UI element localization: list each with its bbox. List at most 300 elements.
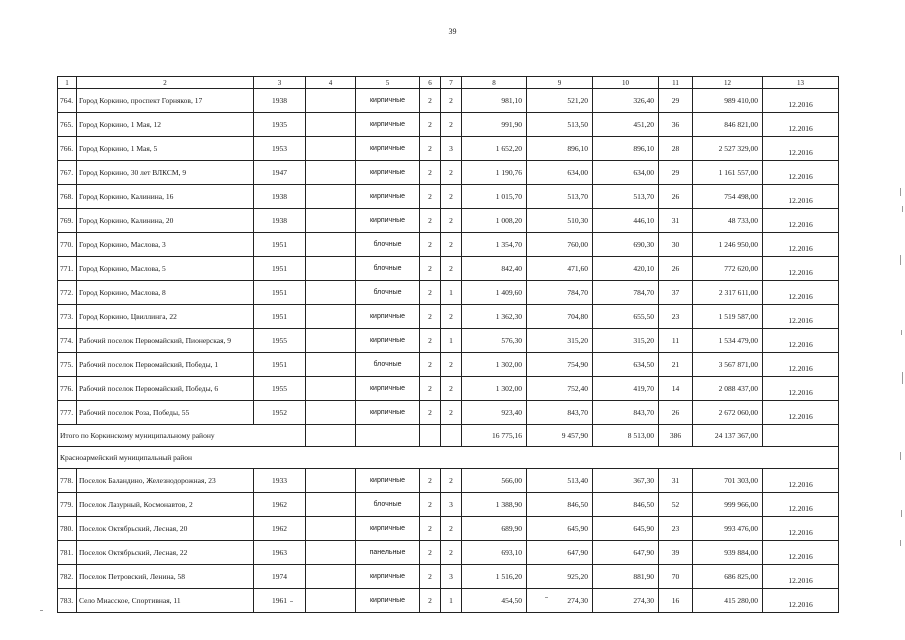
address-cell: Город Коркино, Маслова, 5 <box>77 257 254 281</box>
total-area-cell: 923,40 <box>462 401 527 425</box>
table-row <box>58 137 839 161</box>
table-row <box>58 493 839 517</box>
residents-cell: 70 <box>659 565 693 589</box>
private-area-cell: 647,90 <box>593 541 659 565</box>
total-area-cell: 1 008,20 <box>462 209 527 233</box>
year-built-cell: 1951 <box>254 233 306 257</box>
year-reconstruction-cell <box>306 517 356 541</box>
residents-cell: 26 <box>659 185 693 209</box>
living-area-cell: 647,90 <box>527 541 593 565</box>
floors-cell: 2 <box>420 137 441 161</box>
floors-cell: 2 <box>420 517 441 541</box>
address-cell: Город Коркино, Цвиллинга, 22 <box>77 305 254 329</box>
floors-cell: 2 <box>420 185 441 209</box>
scan-speck <box>900 188 901 196</box>
row-number-cell: 773. <box>58 305 77 329</box>
year-built-cell: 1933 <box>254 469 306 493</box>
floors-cell: 2 <box>420 469 441 493</box>
scan-speck <box>902 206 903 212</box>
private-area-cell: 846,50 <box>593 493 659 517</box>
deadline-cell: 12.2016 <box>763 589 839 613</box>
year-reconstruction-cell <box>306 89 356 113</box>
year-reconstruction-cell <box>306 541 356 565</box>
cost-cell: 1 534 479,00 <box>693 329 763 353</box>
column-number-cell: 10 <box>593 77 659 89</box>
floors-cell: 2 <box>420 233 441 257</box>
total-area-cell: 1 302,00 <box>462 377 527 401</box>
total-area-cell: 1 652,20 <box>462 137 527 161</box>
private-area-cell: 451,20 <box>593 113 659 137</box>
row-number-cell: 770. <box>58 233 77 257</box>
section-heading-cell: Красноармейский муниципальный район <box>58 447 839 469</box>
cost-sum-cell: 24 137 367,00 <box>693 425 763 447</box>
empty-cell <box>441 425 462 447</box>
address-cell: Город Коркино, Калинина, 16 <box>77 185 254 209</box>
row-number-cell: 775. <box>58 353 77 377</box>
deadline-cell: 12.2016 <box>763 209 839 233</box>
total-area-cell: 842,40 <box>462 257 527 281</box>
scan-speck <box>545 597 548 598</box>
floors-cell: 2 <box>420 89 441 113</box>
floors-cell: 2 <box>420 493 441 517</box>
wall-material-cell: блочные <box>356 257 420 281</box>
living-area-cell: 896,10 <box>527 137 593 161</box>
address-cell: Поселок Петровский, Ленина, 58 <box>77 565 254 589</box>
year-built-cell: 1951 <box>254 281 306 305</box>
row-number-cell: 768. <box>58 185 77 209</box>
total-area-cell: 566,00 <box>462 469 527 493</box>
column-number-row <box>58 77 839 89</box>
deadline-cell: 12.2016 <box>763 377 839 401</box>
column-number-cell: 2 <box>77 77 254 89</box>
address-cell: Город Коркино, 1 Мая, 12 <box>77 113 254 137</box>
year-built-cell: 1938 <box>254 89 306 113</box>
address-cell: Город Коркино, 30 лет ВЛКСМ, 9 <box>77 161 254 185</box>
row-number-cell: 776. <box>58 377 77 401</box>
row-number-cell: 769. <box>58 209 77 233</box>
year-reconstruction-cell <box>306 161 356 185</box>
wall-material-cell: кирпичные <box>356 469 420 493</box>
entrances-cell: 2 <box>441 401 462 425</box>
empty-cell <box>763 425 839 447</box>
year-built-cell: 1961 <box>254 589 306 613</box>
living-area-cell: 471,60 <box>527 257 593 281</box>
deadline-cell: 12.2016 <box>763 281 839 305</box>
total-area-cell: 981,10 <box>462 89 527 113</box>
address-cell: Рабочий поселок Первомайский, Пионерская, 9 <box>77 329 254 353</box>
private-area-cell: 645,90 <box>593 517 659 541</box>
private-area-sum-cell: 8 513,00 <box>593 425 659 447</box>
entrances-cell: 1 <box>441 329 462 353</box>
table-row <box>58 161 839 185</box>
total-area-cell: 1 388,90 <box>462 493 527 517</box>
living-area-cell: 513,70 <box>527 185 593 209</box>
living-area-cell: 645,90 <box>527 517 593 541</box>
entrances-cell: 2 <box>441 161 462 185</box>
address-cell: Село Миасское, Спортивная, 11 <box>77 589 254 613</box>
floors-cell: 2 <box>420 589 441 613</box>
floors-cell: 2 <box>420 113 441 137</box>
row-number-cell: 765. <box>58 113 77 137</box>
private-area-cell: 419,70 <box>593 377 659 401</box>
year-built-cell: 1962 <box>254 517 306 541</box>
empty-cell <box>356 425 420 447</box>
address-cell: Город Коркино, проспект Горняков, 17 <box>77 89 254 113</box>
row-number-cell: 764. <box>58 89 77 113</box>
address-cell: Рабочий поселок Первомайский, Победы, 6 <box>77 377 254 401</box>
private-area-cell: 634,50 <box>593 353 659 377</box>
year-reconstruction-cell <box>306 257 356 281</box>
living-area-cell: 752,40 <box>527 377 593 401</box>
residents-cell: 21 <box>659 353 693 377</box>
total-area-cell: 1 302,00 <box>462 353 527 377</box>
deadline-cell: 12.2016 <box>763 401 839 425</box>
wall-material-cell: блочные <box>356 353 420 377</box>
entrances-cell: 2 <box>441 377 462 401</box>
total-area-cell: 1 409,60 <box>462 281 527 305</box>
deadline-cell: 12.2016 <box>763 565 839 589</box>
residents-cell: 28 <box>659 137 693 161</box>
year-built-cell: 1963 <box>254 541 306 565</box>
total-label-cell: Итого по Коркинскому муниципальному району <box>58 425 306 447</box>
row-number-cell: 766. <box>58 137 77 161</box>
residents-cell: 14 <box>659 377 693 401</box>
scan-speck <box>290 601 293 602</box>
residents-cell: 31 <box>659 209 693 233</box>
table-row <box>58 209 839 233</box>
column-number-cell: 11 <box>659 77 693 89</box>
entrances-cell: 2 <box>441 233 462 257</box>
year-built-cell: 1951 <box>254 305 306 329</box>
total-area-cell: 1 190,76 <box>462 161 527 185</box>
wall-material-cell: кирпичные <box>356 161 420 185</box>
living-area-cell: 704,80 <box>527 305 593 329</box>
year-reconstruction-cell <box>306 185 356 209</box>
wall-material-cell: кирпичные <box>356 305 420 329</box>
deadline-cell: 12.2016 <box>763 257 839 281</box>
wall-material-cell: кирпичные <box>356 137 420 161</box>
cost-cell: 1 246 950,00 <box>693 233 763 257</box>
floors-cell: 2 <box>420 305 441 329</box>
row-number-cell: 778. <box>58 469 77 493</box>
row-number-cell: 780. <box>58 517 77 541</box>
wall-material-cell: блочные <box>356 493 420 517</box>
table-row <box>58 469 839 493</box>
table-row <box>58 185 839 209</box>
address-cell: Поселок Баландино, Железнодорожная, 23 <box>77 469 254 493</box>
deadline-cell: 12.2016 <box>763 469 839 493</box>
year-built-cell: 1951 <box>254 353 306 377</box>
wall-material-cell: кирпичные <box>356 377 420 401</box>
entrances-cell: 2 <box>441 541 462 565</box>
living-area-cell: 315,20 <box>527 329 593 353</box>
living-area-cell: 521,20 <box>527 89 593 113</box>
year-built-cell: 1955 <box>254 329 306 353</box>
total-area-cell: 1 354,70 <box>462 233 527 257</box>
address-cell: Поселок Октябрьский, Лесная, 22 <box>77 541 254 565</box>
living-area-cell: 925,20 <box>527 565 593 589</box>
living-area-cell: 760,00 <box>527 233 593 257</box>
deadline-cell: 12.2016 <box>763 185 839 209</box>
floors-cell: 2 <box>420 281 441 305</box>
cost-cell: 686 825,00 <box>693 565 763 589</box>
table-row <box>58 517 839 541</box>
housing-register-table <box>57 76 839 613</box>
private-area-cell: 896,10 <box>593 137 659 161</box>
address-cell: Поселок Лазурный, Космонавтов, 2 <box>77 493 254 517</box>
floors-cell: 2 <box>420 353 441 377</box>
entrances-cell: 3 <box>441 565 462 589</box>
entrances-cell: 2 <box>441 353 462 377</box>
table-row <box>58 377 839 401</box>
row-number-cell: 772. <box>58 281 77 305</box>
year-reconstruction-cell <box>306 329 356 353</box>
year-built-cell: 1938 <box>254 209 306 233</box>
table-row <box>58 281 839 305</box>
entrances-cell: 2 <box>441 185 462 209</box>
year-reconstruction-cell <box>306 353 356 377</box>
table-body <box>58 77 839 613</box>
private-area-cell: 446,10 <box>593 209 659 233</box>
deadline-cell: 12.2016 <box>763 493 839 517</box>
cost-cell: 48 733,00 <box>693 209 763 233</box>
residents-cell: 26 <box>659 257 693 281</box>
private-area-cell: 315,20 <box>593 329 659 353</box>
year-built-cell: 1947 <box>254 161 306 185</box>
table-row <box>58 257 839 281</box>
row-number-cell: 777. <box>58 401 77 425</box>
residents-cell: 37 <box>659 281 693 305</box>
address-cell: Рабочий поселок Первомайский, Победы, 1 <box>77 353 254 377</box>
entrances-cell: 2 <box>441 209 462 233</box>
column-number-cell: 1 <box>58 77 77 89</box>
wall-material-cell: блочные <box>356 281 420 305</box>
floors-cell: 2 <box>420 541 441 565</box>
residents-cell: 23 <box>659 305 693 329</box>
entrances-cell: 3 <box>441 137 462 161</box>
wall-material-cell: кирпичные <box>356 589 420 613</box>
cost-cell: 415 280,00 <box>693 589 763 613</box>
table-row <box>58 89 839 113</box>
private-area-cell: 634,00 <box>593 161 659 185</box>
year-built-cell: 1951 <box>254 257 306 281</box>
total-area-cell: 693,10 <box>462 541 527 565</box>
year-reconstruction-cell <box>306 281 356 305</box>
table-row <box>58 233 839 257</box>
year-reconstruction-cell <box>306 589 356 613</box>
table-row <box>58 329 839 353</box>
cost-cell: 701 303,00 <box>693 469 763 493</box>
total-area-cell: 454,50 <box>462 589 527 613</box>
living-area-cell: 513,50 <box>527 113 593 137</box>
column-number-cell: 4 <box>306 77 356 89</box>
living-area-sum-cell: 9 457,90 <box>527 425 593 447</box>
row-number-cell: 767. <box>58 161 77 185</box>
year-reconstruction-cell <box>306 305 356 329</box>
table-row <box>58 565 839 589</box>
total-area-cell: 576,30 <box>462 329 527 353</box>
wall-material-cell: кирпичные <box>356 401 420 425</box>
cost-cell: 2 672 060,00 <box>693 401 763 425</box>
address-cell: Город Коркино, Маслова, 3 <box>77 233 254 257</box>
residents-cell: 29 <box>659 89 693 113</box>
year-built-cell: 1938 <box>254 185 306 209</box>
column-number-cell: 12 <box>693 77 763 89</box>
wall-material-cell: панельные <box>356 541 420 565</box>
column-number-cell: 3 <box>254 77 306 89</box>
year-reconstruction-cell <box>306 233 356 257</box>
year-built-cell: 1952 <box>254 401 306 425</box>
total-area-cell: 991,90 <box>462 113 527 137</box>
empty-cell <box>420 425 441 447</box>
address-cell: Рабочий поселок Роза, Победы, 55 <box>77 401 254 425</box>
row-number-cell: 782. <box>58 565 77 589</box>
cost-cell: 939 884,00 <box>693 541 763 565</box>
floors-cell: 2 <box>420 377 441 401</box>
total-area-cell: 1 362,30 <box>462 305 527 329</box>
year-reconstruction-cell <box>306 137 356 161</box>
deadline-cell: 12.2016 <box>763 137 839 161</box>
entrances-cell: 1 <box>441 281 462 305</box>
scan-speck <box>40 610 43 611</box>
cost-cell: 2 317 611,00 <box>693 281 763 305</box>
year-built-cell: 1974 <box>254 565 306 589</box>
entrances-cell: 2 <box>441 469 462 493</box>
residents-cell: 52 <box>659 493 693 517</box>
cost-cell: 3 567 871,00 <box>693 353 763 377</box>
wall-material-cell: кирпичные <box>356 517 420 541</box>
cost-cell: 772 620,00 <box>693 257 763 281</box>
scan-speck <box>900 452 901 460</box>
private-area-cell: 367,30 <box>593 469 659 493</box>
column-number-cell: 9 <box>527 77 593 89</box>
entrances-cell: 2 <box>441 305 462 329</box>
year-reconstruction-cell <box>306 401 356 425</box>
address-cell: Поселок Октябрьский, Лесная, 20 <box>77 517 254 541</box>
total-area-cell: 689,90 <box>462 517 527 541</box>
table-row <box>58 541 839 565</box>
residents-cell: 29 <box>659 161 693 185</box>
row-number-cell: 779. <box>58 493 77 517</box>
deadline-cell: 12.2016 <box>763 305 839 329</box>
private-area-cell: 843,70 <box>593 401 659 425</box>
private-area-cell: 655,50 <box>593 305 659 329</box>
scan-speck <box>900 540 901 546</box>
deadline-cell: 12.2016 <box>763 541 839 565</box>
wall-material-cell: кирпичные <box>356 209 420 233</box>
floors-cell: 2 <box>420 209 441 233</box>
year-built-cell: 1962 <box>254 493 306 517</box>
private-area-cell: 881,90 <box>593 565 659 589</box>
column-number-cell: 7 <box>441 77 462 89</box>
address-cell: Город Коркино, Калинина, 20 <box>77 209 254 233</box>
wall-material-cell: кирпичные <box>356 565 420 589</box>
residents-cell: 23 <box>659 517 693 541</box>
residents-cell: 30 <box>659 233 693 257</box>
residents-cell: 36 <box>659 113 693 137</box>
scan-speck <box>901 330 902 335</box>
living-area-cell: 510,30 <box>527 209 593 233</box>
entrances-cell: 2 <box>441 113 462 137</box>
living-area-cell: 634,00 <box>527 161 593 185</box>
column-number-cell: 5 <box>356 77 420 89</box>
table-row <box>58 305 839 329</box>
cost-cell: 2 527 329,00 <box>693 137 763 161</box>
row-number-cell: 783. <box>58 589 77 613</box>
total-area-cell: 1 516,20 <box>462 565 527 589</box>
total-area-cell: 1 015,70 <box>462 185 527 209</box>
address-cell: Город Коркино, Маслова, 8 <box>77 281 254 305</box>
wall-material-cell: кирпичные <box>356 329 420 353</box>
entrances-cell: 2 <box>441 257 462 281</box>
residents-cell: 16 <box>659 589 693 613</box>
table-row <box>58 589 839 613</box>
year-reconstruction-cell <box>306 209 356 233</box>
table-row <box>58 353 839 377</box>
cost-cell: 1 519 587,00 <box>693 305 763 329</box>
address-cell: Город Коркино, 1 Мая, 5 <box>77 137 254 161</box>
wall-material-cell: кирпичные <box>356 113 420 137</box>
residents-cell: 26 <box>659 401 693 425</box>
floors-cell: 2 <box>420 401 441 425</box>
cost-cell: 2 088 437,00 <box>693 377 763 401</box>
living-area-cell: 274,30 <box>527 589 593 613</box>
year-reconstruction-cell <box>306 493 356 517</box>
year-built-cell: 1935 <box>254 113 306 137</box>
private-area-cell: 274,30 <box>593 589 659 613</box>
section-heading-row <box>58 447 839 469</box>
year-reconstruction-cell <box>306 565 356 589</box>
private-area-cell: 784,70 <box>593 281 659 305</box>
living-area-cell: 846,50 <box>527 493 593 517</box>
living-area-cell: 784,70 <box>527 281 593 305</box>
wall-material-cell: кирпичные <box>356 89 420 113</box>
cost-cell: 1 161 557,00 <box>693 161 763 185</box>
deadline-cell: 12.2016 <box>763 329 839 353</box>
cost-cell: 999 966,00 <box>693 493 763 517</box>
wall-material-cell: блочные <box>356 233 420 257</box>
table-row <box>58 401 839 425</box>
scan-speck <box>902 372 903 384</box>
residents-cell: 31 <box>659 469 693 493</box>
column-number-cell: 8 <box>462 77 527 89</box>
table-row <box>58 113 839 137</box>
entrances-cell: 2 <box>441 517 462 541</box>
floors-cell: 2 <box>420 161 441 185</box>
scan-speck <box>900 255 901 265</box>
living-area-cell: 513,40 <box>527 469 593 493</box>
deadline-cell: 12.2016 <box>763 161 839 185</box>
empty-cell <box>306 425 356 447</box>
residents-cell: 39 <box>659 541 693 565</box>
floors-cell: 2 <box>420 565 441 589</box>
page-number: 39 <box>448 27 457 36</box>
deadline-cell: 12.2016 <box>763 113 839 137</box>
year-reconstruction-cell <box>306 469 356 493</box>
cost-cell: 993 476,00 <box>693 517 763 541</box>
deadline-cell: 12.2016 <box>763 353 839 377</box>
deadline-cell: 12.2016 <box>763 89 839 113</box>
entrances-cell: 1 <box>441 589 462 613</box>
cost-cell: 754 498,00 <box>693 185 763 209</box>
deadline-cell: 12.2016 <box>763 517 839 541</box>
residents-cell: 11 <box>659 329 693 353</box>
private-area-cell: 690,30 <box>593 233 659 257</box>
floors-cell: 2 <box>420 257 441 281</box>
private-area-cell: 513,70 <box>593 185 659 209</box>
row-number-cell: 781. <box>58 541 77 565</box>
row-number-cell: 771. <box>58 257 77 281</box>
